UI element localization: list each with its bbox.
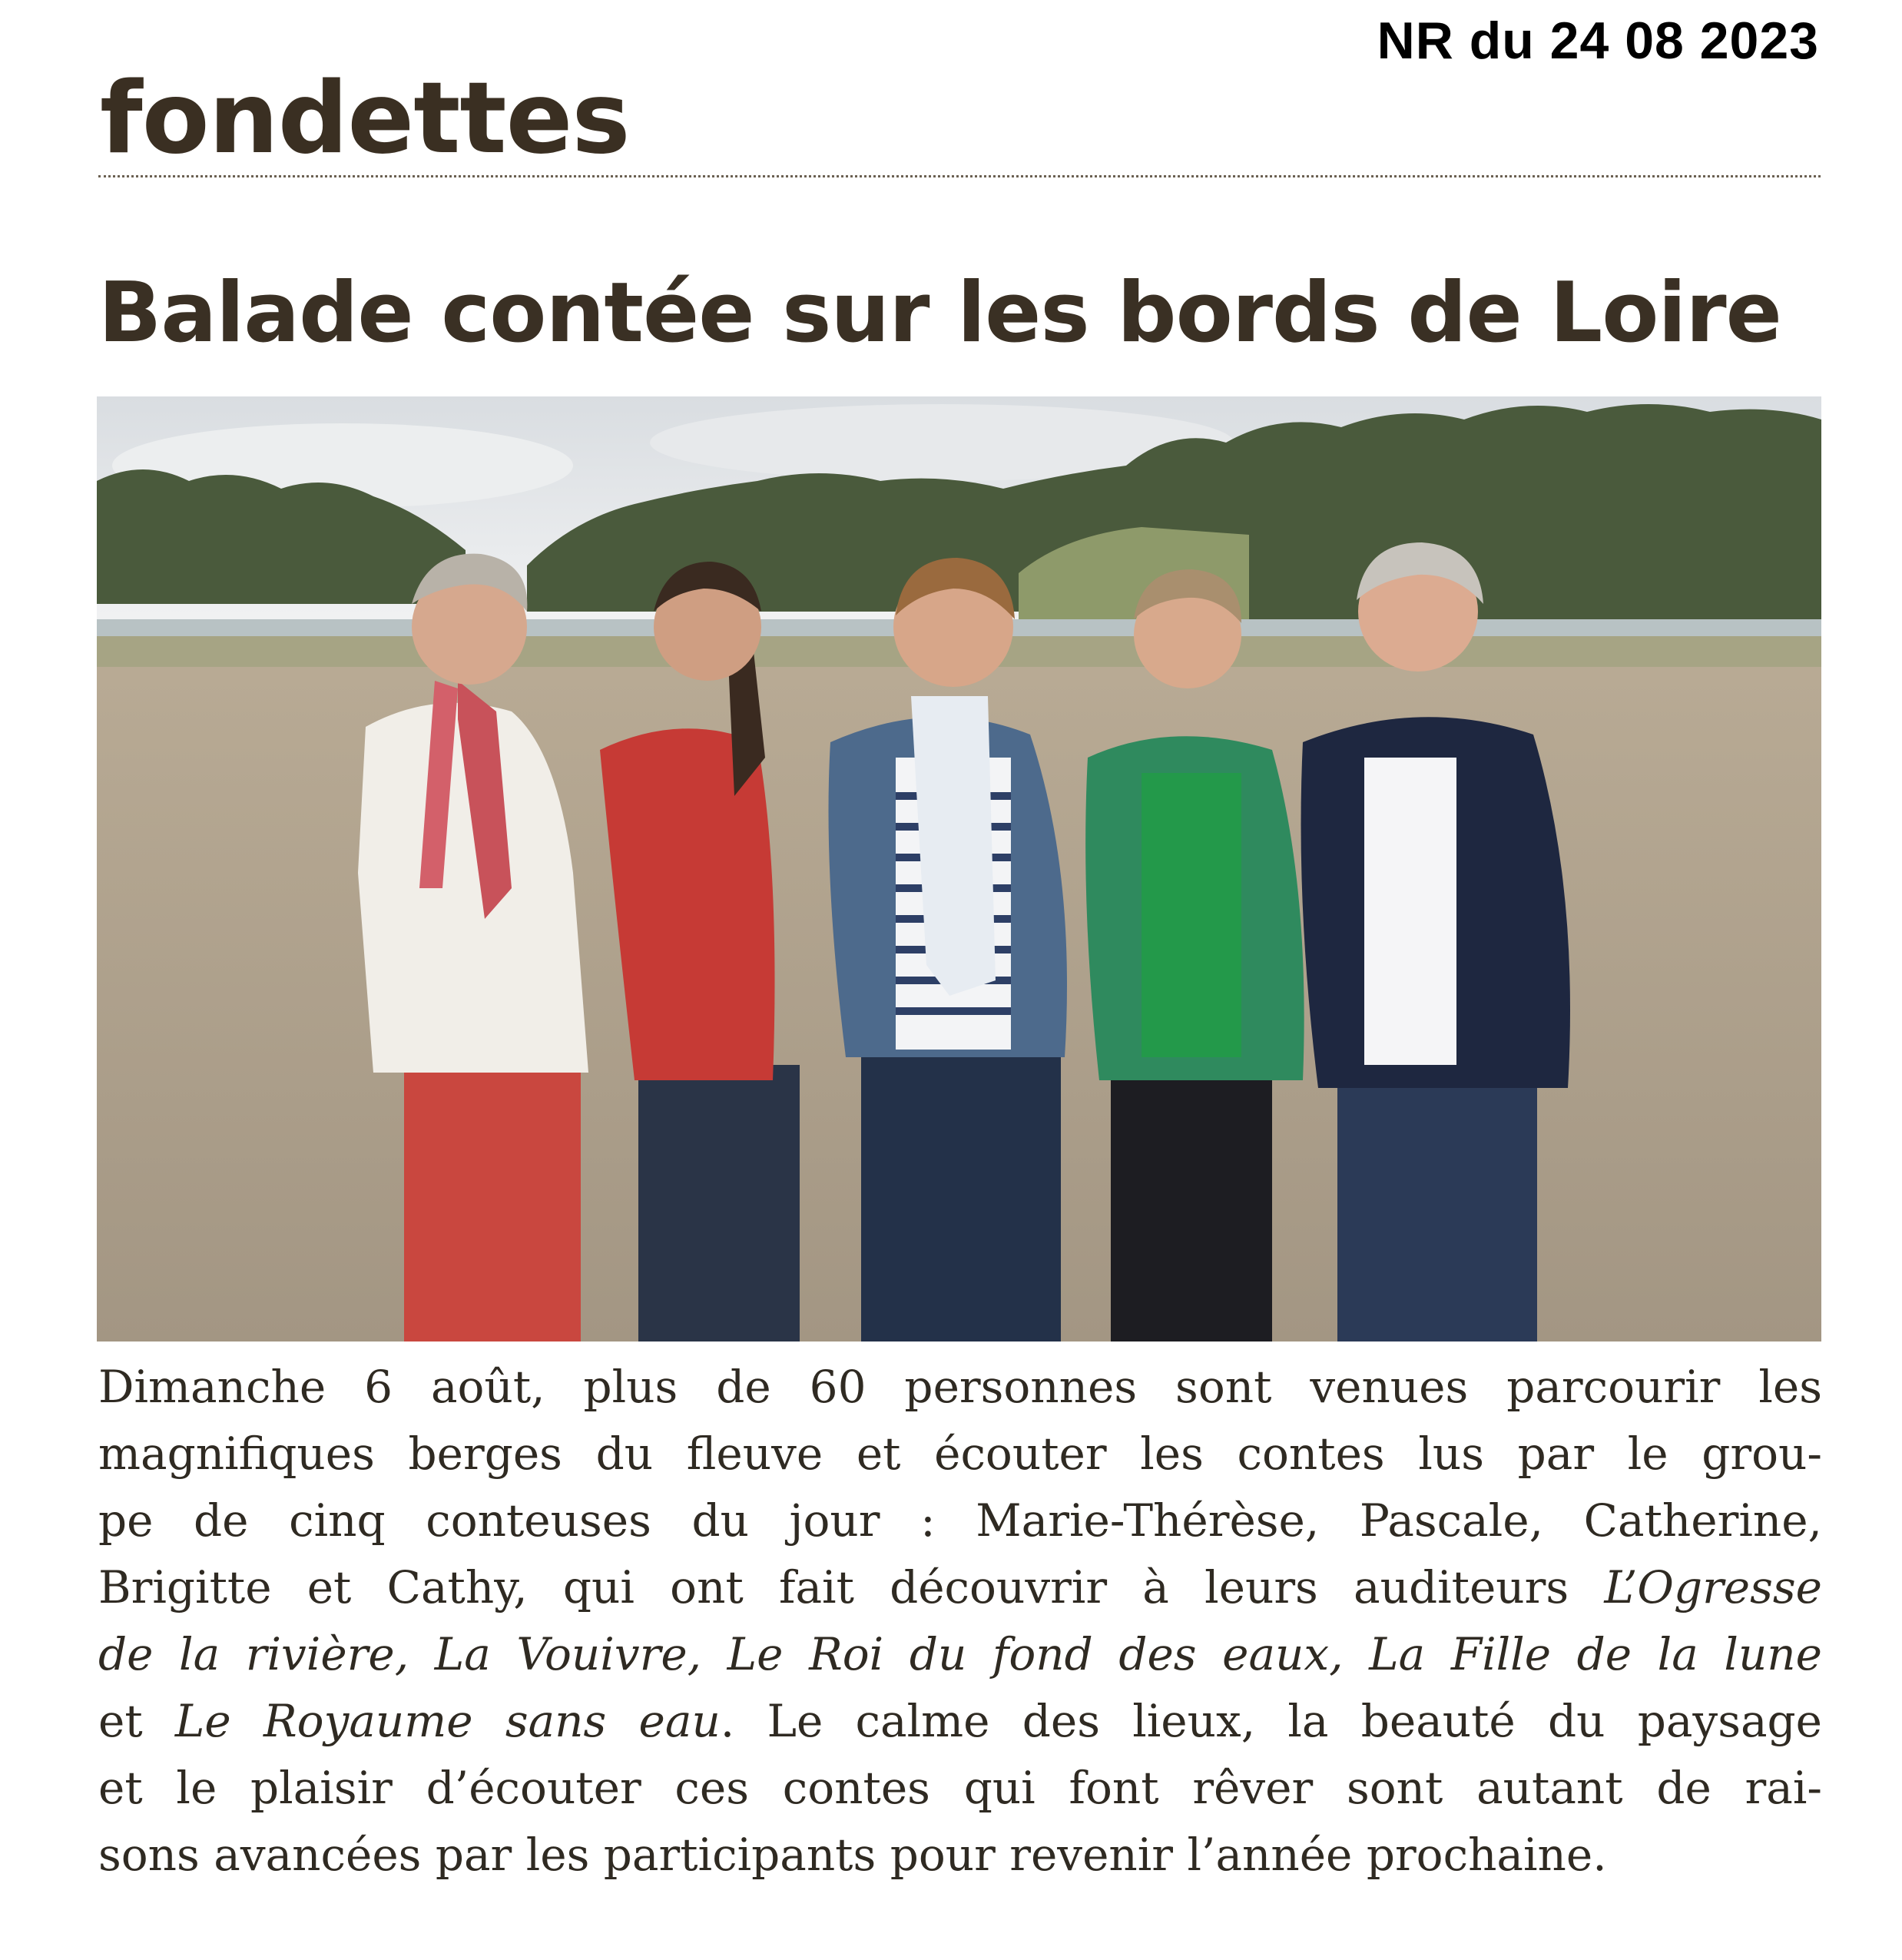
article-body — [98, 1354, 1822, 1889]
story-title-text: de la rivière, La Vouivre, Le Roi du fond des eaux, La Fille de la lune — [98, 1628, 1822, 1680]
body-text-run: et — [98, 1695, 175, 1747]
article-headline: Balade contée sur les bords de Loire — [98, 265, 1781, 361]
body-text-run: magnifiques berges du fleuve et écouter les contes lus par le grou- — [98, 1428, 1822, 1480]
article-body-line — [98, 1554, 1822, 1621]
article-body-line — [98, 1688, 1822, 1755]
article-photo — [97, 396, 1821, 1341]
article-body-line — [98, 1822, 1822, 1889]
body-text-run: pe de cinq conteuses du jour : Marie-Thérèse, Pascale, Catherine, — [98, 1494, 1822, 1547]
article-body-line — [98, 1755, 1822, 1822]
body-text-run: et le plaisir d’écouter ces contes qui font rêver sont autant de rai- — [98, 1762, 1822, 1814]
story-title-text: Le Royaume sans eau — [174, 1695, 721, 1747]
article-body-line — [98, 1621, 1822, 1688]
story-title-text: L’Ogresse — [1604, 1561, 1822, 1613]
body-text-run: sons avancées par les participants pour revenir l’année prochaine. — [98, 1829, 1607, 1881]
article-body-line — [98, 1354, 1822, 1421]
section-divider — [98, 175, 1821, 177]
body-text-run: Brigitte et Cathy, qui ont fait découvrir à leurs auditeurs — [98, 1561, 1605, 1613]
article-body-line — [98, 1421, 1822, 1487]
body-text-run: . Le calme des lieux, la beauté du paysage — [720, 1695, 1822, 1747]
newspaper-source-date: NR du 24 08 2023 — [1377, 12, 1819, 70]
body-text-run: Dimanche 6 août, plus de 60 personnes sont venues parcourir les — [98, 1361, 1822, 1413]
section-title: fondettes — [100, 61, 630, 176]
article-body-line — [98, 1487, 1822, 1554]
